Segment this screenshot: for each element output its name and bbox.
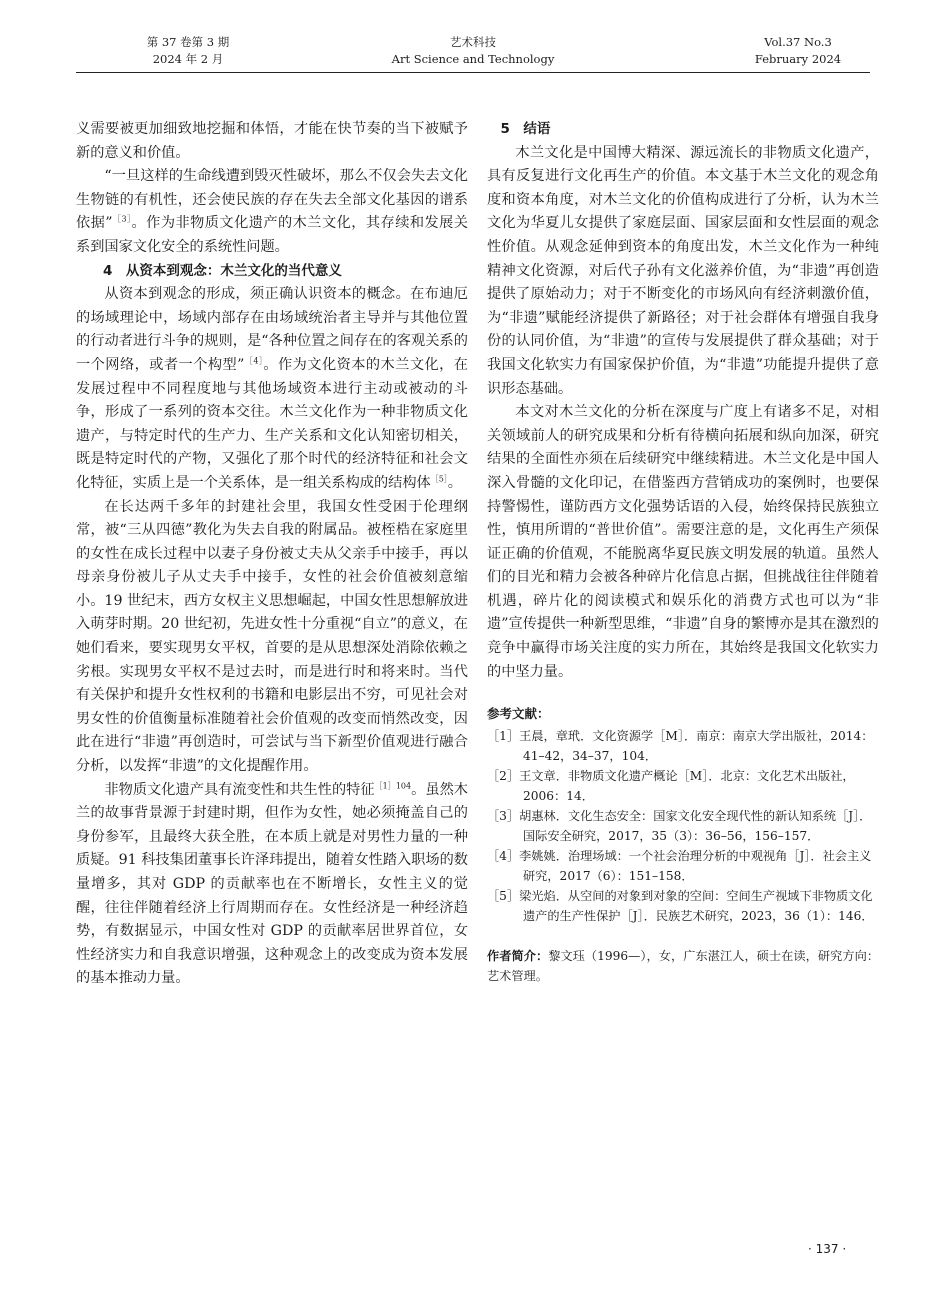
references: [487, 704, 879, 926]
reference-item: ［1］王晨，章玳．文化资源学［M］．南京：南京大学出版社，2014：41–42，34–37，104．: [487, 729, 874, 764]
header-journal-cn: 艺术科技: [450, 35, 496, 49]
header-divider: [76, 72, 870, 73]
citation: ［3］: [112, 214, 132, 224]
right-column: [487, 118, 879, 986]
paragraph: 非物质文化遗产具有流变性和共生性的特征$^{[1]104}$。虽然木兰的故事背景源于封建时期，但作为女性，她必须掩盖自己的身份参军，且最终大获全胜，在本质上就是对男性力量的一种质疑。91 科技集团董事长许泽玮提出，随着女性踏入职场的数量增多，其对 GDP 的贡献率也在不断增长，女性主义的觉醒，往往伴随着经济上行周期而存在。女性经济是一种经济趋势，有数据显示，中国女性对 GDP 的贡献率居世界首位，女性经济实力和自我意识增强，这种观念上的改变成为资本发展的基本推动力量。: [76, 780, 468, 987]
reference-item: ［5］梁光焰．从空间的对象到对象的空间：空间生产视域下非物质文化遗产的生产性保护［J］．民族艺术研究，2023，36（1）：146．: [487, 889, 874, 924]
reference-item: ［4］李姚姚．治理场域：一个社会治理分析的中观视角［J］．社会主义研究，2017（6）：151–158．: [487, 849, 872, 884]
author-bio-label: 作者简介：: [487, 949, 549, 964]
paragraph: 木兰文化是中国博大精深、源远流长的非物质文化遗产，具有反复进行文化再生产的价值。本文基于木兰文化的观念角度和资本角度，对木兰文化的价值构成进行了分析，认为木兰文化为华夏儿女提供了家庭层面、国家层面和女性层面的观念性价值。从观念延伸到资本的角度出发，木兰文化作为一种纯精神文化资源，对后代子孙有文化滋养价值，为“非遗”再创造提供了原始动力；对于不断变化的市场风向有经济刺激价值，为“非遗”赋能经济提供了新路径；对于社会群体有增强自我身份的认同价值，为“非遗”的宣传与发展提供了群众基础；对于我国文化软实力有国家保护价值，为“非遗”功能提升提供了意识形态基础。: [487, 144, 879, 397]
reference-item: ［3］胡惠林．文化生态安全：国家文化安全现代性的新认知系统［J］．国际安全研究，2017，35（3）：36–56，156–157．: [487, 809, 872, 844]
author-bio: [487, 946, 879, 986]
section-heading-5: 5 结语: [500, 121, 551, 137]
header-volume-cn: 第 37 卷第 3 期: [146, 35, 230, 49]
citation: ［4］: [244, 356, 264, 366]
page-number: · 137 ·: [808, 1242, 847, 1256]
paragraph: “一旦这样的生命线遭到毁灭性破坏，那么不仅会失去文化生物链的有机性，还会使民族的存在失去全部文化基因的谱系依据”$^{[3]}$。作为非物质文化遗产的木兰文化，其存续和发展关系到国家文化安全的系统性问题。: [76, 168, 468, 255]
paragraph: 义需要被更加细致地挖掘和体悟，才能在快节奏的当下被赋予新的意义和价值。: [76, 121, 468, 161]
page-header: [76, 34, 870, 74]
paragraph: 从资本到观念的形成，须正确认识资本的概念。在布迪厄的场域理论中，场域内部存在由场域统治者主导并与其他位置的行动者进行斗争的规则，是“各种位置之间存在的客观关系的一个网络，或者一个构型”$^{[4]}$。作为文化资本的木兰文化，在发展过程中不同程度地与其他场域资本进行主动或被动的斗争，形成了一系列的资本交往。木兰文化作为一种非物质文化遗产，与特定时代的生产力、生产关系和文化认知密切相关，既是特定时代的产物，又强化了那个时代的经济特征和社会文化特征，实质上是一个关系体，是一组关系构成的结构体$^{[5]}$。: [76, 286, 468, 491]
left-column: [76, 118, 468, 991]
author-bio-text: 黎文珏（1996—），女，广东湛江人，硕士在读，研究方向：艺术管理。: [487, 949, 880, 984]
header-date-en: February 2024: [754, 52, 842, 66]
citation: ［5］: [430, 474, 448, 484]
header-volume-en: Vol.37 No.3: [764, 35, 832, 49]
header-journal-en: Art Science and Technology: [391, 52, 555, 66]
section-heading-4: 4 从资本到观念：木兰文化的当代意义: [103, 262, 342, 279]
reference-item: ［2］王文章．非物质文化遗产概论［M］．北京：文化艺术出版社，2006：14．: [487, 769, 855, 804]
references-title: 参考文献：: [487, 706, 550, 722]
citation: ［1］104: [374, 780, 412, 790]
paragraph: 在长达两千多年的封建社会里，我国女性受困于伦理纲常，被“三从四德”教化为失去自我的附属品。被桎梏在家庭里的女性在成长过程中以妻子身份被丈夫从父亲手中接手，再以母亲身份被儿子从丈夫手中接手，女性的社会价值被刻意缩小。19 世纪末，西方女权主义思想崛起，中国女性思想解放进入萌芽时期。20 世纪初，先进女性十分重视“自立”的意义，在她们看来，要实现男女平权，首要的是从思想深处消除依赖之劣根。实现男女平权不是过去时，而是进行时和将来时。当代有关保护和提升女性权利的书籍和电影层出不穷，可见社会对男女性的价值衡量标准随着社会价值观的改变而悄然改变，因此在进行“非遗”再创造时，可尝试与当下新型价值观进行融合分析，以发挥“非遗”的文化提醒作用。: [76, 498, 468, 775]
paragraph: 本文对木兰文化的分析在深度与广度上有诸多不足，对相关领域前人的研究成果和分析有待横向拓展和纵向加深，研究结果的全面性亦须在后续研究中继续精进。木兰文化是中国人深入骨髓的文化印记，在借鉴西方营销成功的案例时，也要保持警惕性，谨防西方文化强势话语的入侵，始终保持民族独立性，慎用所谓的“普世价值”。需要注意的是，文化再生产须保证正确的价值观，不能脱离华夏民族文明发展的轨道。虽然人们的目光和精力会被各种碎片化信息占据，但挑战往往伴随着机遇，碎片化的阅读模式和娱乐化的消费方式也可以为“非遗”宣传提供一种新型思维，“非遗”自身的繁博亦是其在激烈的竞争中赢得市场关注度的实力所在，其始终是我国文化软实力的中坚力量。: [487, 404, 879, 680]
header-date-cn: 2024 年 2 月: [152, 52, 224, 66]
header-issue-en: [738, 34, 858, 68]
